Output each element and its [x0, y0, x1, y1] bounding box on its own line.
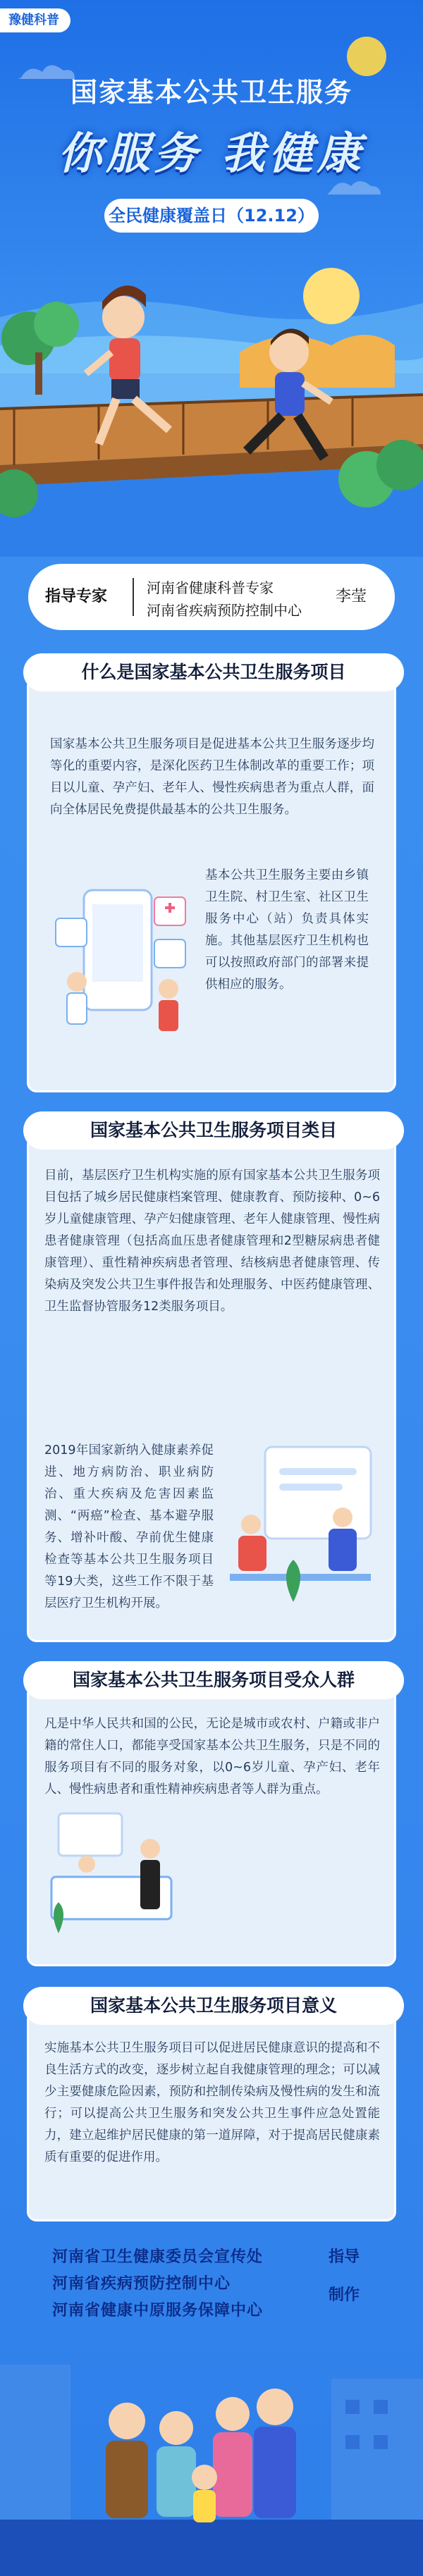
runners-illustration — [0, 233, 423, 557]
guide-person: 李莹 — [336, 588, 367, 605]
section-card-audience — [27, 1670, 396, 1966]
section-text — [44, 2038, 380, 2169]
guide-org-2: 河南省疾病预防控制中心 — [147, 602, 302, 619]
footer-org-2: 河南省疾病预防控制中心 — [52, 2275, 231, 2293]
section-card-categories — [27, 1120, 396, 1642]
section-text — [44, 1165, 380, 1318]
guide-org-1: 河南省健康科普专家 — [147, 579, 274, 596]
mother-icon — [213, 2397, 252, 2517]
footer-role-produce: 制作 — [329, 2286, 360, 2304]
paragraph: 2019年国家新纳入健康素养促进、地方病防治、职业病防治、重大疾病及危害因素监测、“两癌”检查、基本避孕服务、增补叶酸、孕前优生健康检查等基本公共卫生服务项目等19大类，这些工作不限于基层医疗卫生机构开展。 — [44, 1443, 214, 1610]
grandfather-icon — [106, 2403, 148, 2518]
medical-app-illustration — [49, 869, 197, 1038]
plant-icon — [286, 1560, 300, 1602]
hero-title: 国家基本公共卫生服务 — [70, 76, 352, 108]
hero-slogan: 你服务 我健康 — [58, 128, 365, 179]
service-counter-illustration — [44, 1799, 185, 1940]
father-icon — [254, 2389, 296, 2518]
paragraph: 基本公共卫生服务主要由乡镇卫生院、村卫生室、社区卫生服务中心（站）负责具体实施。其他基层医疗卫生机构也可以按照政府部门的部署来提供相应的服务。 — [205, 868, 369, 992]
section-text — [205, 865, 369, 996]
grandmother-icon — [157, 2411, 196, 2517]
guide-label: 指导专家 — [45, 588, 108, 605]
section-title: 国家基本公共卫生服务项目意义 — [23, 1987, 404, 2025]
health-day-badge: 全民健康覆盖日（12.12） — [104, 199, 319, 233]
section-title: 什么是国家基本公共卫生服务项目 — [23, 653, 404, 691]
section-title: 国家基本公共卫生服务项目受众人群 — [23, 1661, 404, 1699]
footer-org-1: 河南省卫生健康委员会宣传处 — [52, 2248, 264, 2266]
footer — [0, 2231, 423, 2576]
section-card-significance — [27, 1995, 396, 2221]
section-text — [50, 734, 374, 821]
paragraph: 目前，基层医疗卫生机构实施的原有国家基本公共卫生服务项目包括了城乡居民健康档案管理、健康教育、预防接种、0~6岁儿童健康管理、孕产妇健康管理、老年人健康管理、慢性病患者健康管理（包括高血压患者健康管理和2型糖尿病患者健康管理）、重性精神疾病患者管理、结核病患者健康管理、传染病及突发公共卫生事件报告和处理服务、中医药健康管理、卫生监督协管服务12类服务项目。 — [44, 1169, 380, 1314]
cloud-icon — [327, 181, 381, 195]
paragraph: 凡是中华人民共和国的公民，无论是城市或农村、户籍或非户籍的常住人口，都能享受国家基本公共卫生服务，只是不同的服务项目有不同的服务对象，以0~6岁儿童、孕产妇、老年人、慢性病患者和重性精神疾病患者等人群为重点。 — [44, 1717, 380, 1797]
section-card-what — [27, 662, 396, 1092]
section-text — [44, 1440, 214, 1615]
child-icon — [192, 2465, 217, 2522]
divider — [133, 578, 134, 616]
footer-org-3: 河南省健康中原服务保障中心 — [52, 2302, 264, 2319]
doctor-consult-illustration — [223, 1440, 378, 1609]
guide-expert-bar — [28, 564, 395, 630]
paragraph: 国家基本公共卫生服务项目是促进基本公共卫生服务逐步均等化的重要内容，是深化医药卫生体制改革的重要工作；项目以儿童、孕产妇、老年人、慢性疾病患者为重点人群，面向全体居民免费提供最基本的公共卫生服务。 — [50, 737, 374, 817]
brand-badge: 豫健科普 — [0, 8, 70, 32]
family-illustration — [0, 2336, 423, 2576]
section-text — [44, 1713, 380, 1801]
paragraph: 实施基本公共卫生服务项目可以促进居民健康意识的提高和不良生活方式的改变，逐步树立起自我健康管理的理念；可以减少主要健康危险因素，预防和控制传染病及慢性病的发生和流行；可以提高公共卫生服务和突发公共卫生事件应急处置能力，建立起维护居民健康的第一道屏障，对于提高居民健康素质有重要的促进作用。 — [44, 2041, 380, 2164]
section-title: 国家基本公共卫生服务项目类目 — [23, 1111, 404, 1150]
footer-role-guide: 指导 — [329, 2248, 360, 2266]
